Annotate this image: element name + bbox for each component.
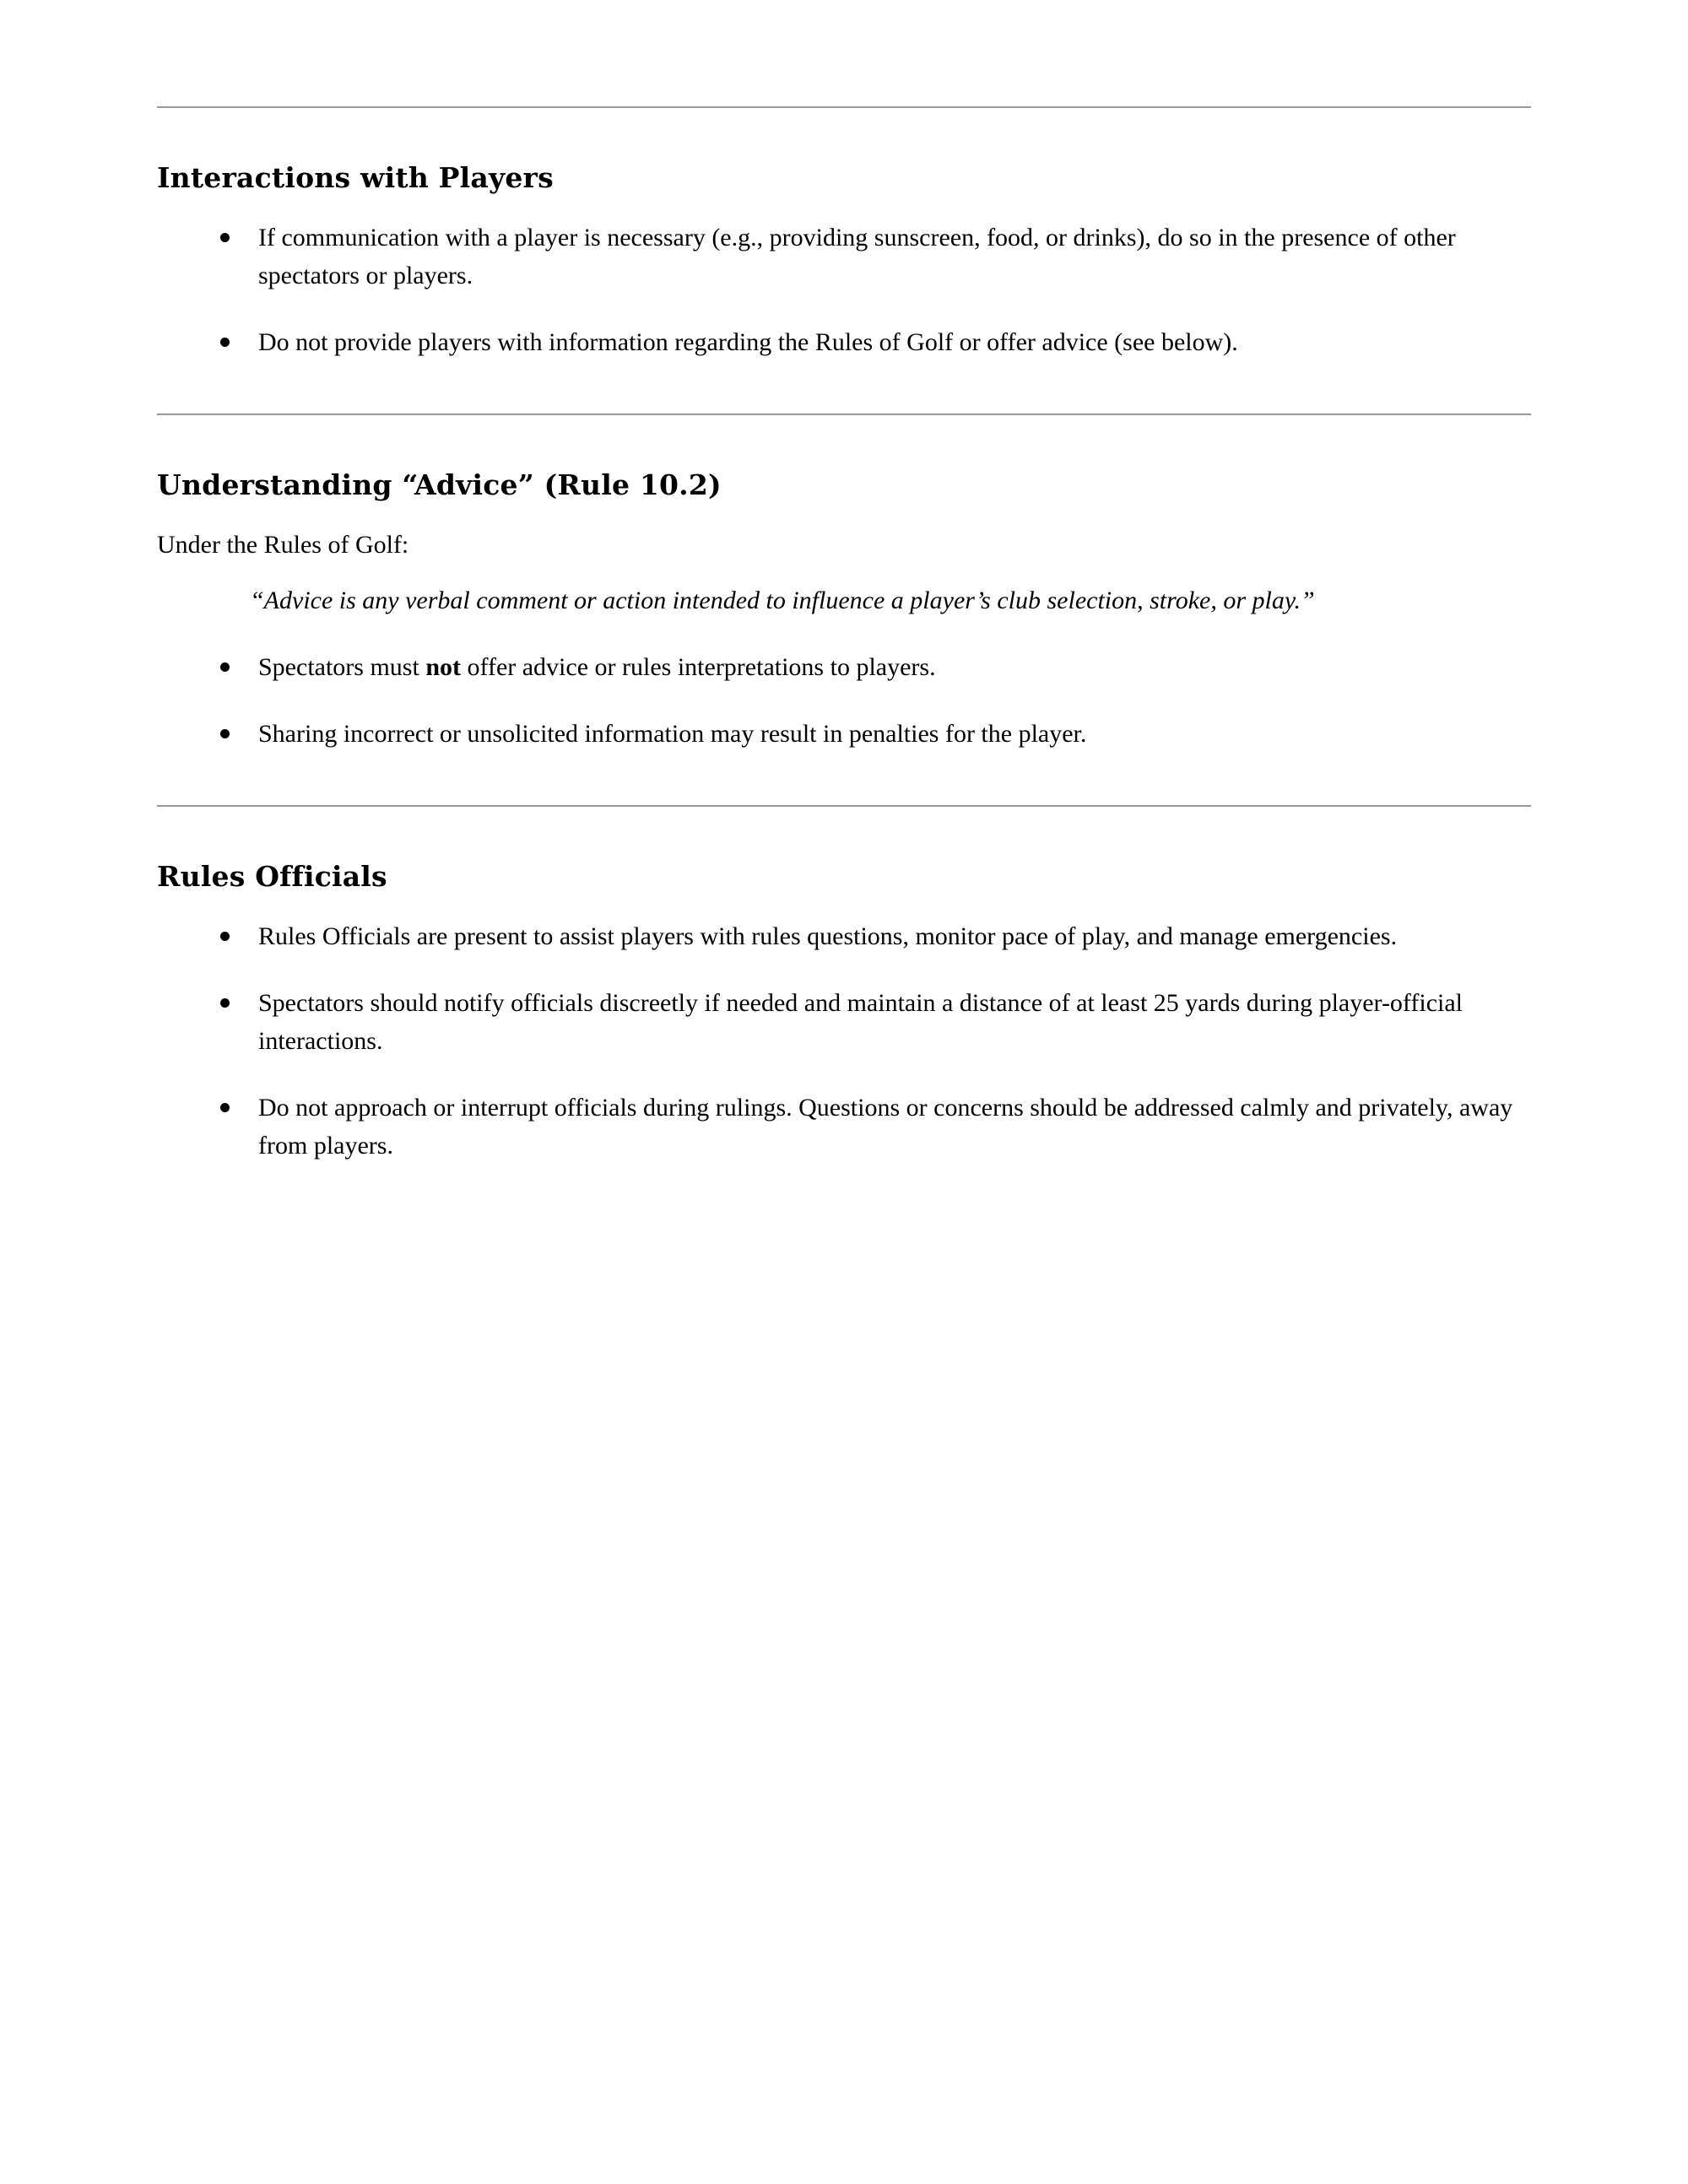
bullet-dot-icon — [220, 662, 230, 672]
section-divider-top — [157, 106, 1531, 108]
section-title-rules-officials: Rules Officials — [157, 860, 387, 893]
bullet-dot-icon — [220, 729, 230, 738]
bullet-list-interactions — [157, 219, 1531, 361]
list-item-text-prefix: Spectators must — [258, 653, 426, 681]
list-item-text-suffix: offer advice or rules interpretations to players. — [461, 653, 936, 681]
section-divider-1 — [157, 414, 1531, 415]
list-item-text: Rules Officials are present to assist players with rules questions, monitor pace of play, and manage emergencies. — [258, 922, 1398, 951]
bullet-dot-icon — [220, 932, 230, 941]
section-interactions-with-players — [157, 160, 1531, 361]
list-item — [157, 219, 1531, 295]
list-item-text: Do not approach or interrupt officials during rulings. Questions or concerns should be addressed calmly and privately, away from players. — [258, 1094, 1513, 1160]
document-content — [157, 0, 1531, 1165]
section-rules-officials — [157, 859, 1531, 1165]
bullet-list-rules-officials — [157, 917, 1531, 1165]
list-item — [157, 917, 1531, 955]
bullet-list-advice — [157, 648, 1531, 753]
list-item-text: Sharing incorrect or unsolicited information may result in penalties for the player. — [258, 720, 1087, 748]
section-title-understanding-advice: Understanding “Advice” (Rule 10.2) — [157, 468, 722, 502]
list-item-text: Do not provide players with information regarding the Rules of Golf or offer advice (see below). — [258, 328, 1238, 357]
list-item-text: Spectators should notify officials discreetly if needed and maintain a distance of at least 25 yards during player-official interactions. — [258, 989, 1463, 1056]
bullet-dot-icon — [220, 998, 230, 1008]
list-item — [157, 648, 1531, 686]
section-divider-2 — [157, 805, 1531, 807]
section-title-interactions-with-players: Interactions with Players — [157, 161, 554, 194]
bullet-dot-icon — [220, 1103, 230, 1112]
list-item — [157, 323, 1531, 361]
section-understanding-advice — [157, 468, 1531, 753]
blockquote-advice-definition: “Advice is any verbal comment or action intended to influence a player’s club selection, stroke, or play.” — [250, 587, 1315, 614]
list-item-text: If communication with a player is necessary (e.g., providing sunscreen, food, or drinks), do so in the presence of other spectators or players. — [258, 224, 1456, 290]
list-item — [157, 715, 1531, 753]
bullet-dot-icon — [220, 338, 230, 347]
paragraph-under-rules-of-golf: Under the Rules of Golf: — [157, 530, 409, 559]
bullet-dot-icon — [220, 233, 230, 242]
list-item — [157, 1089, 1531, 1165]
list-item — [157, 984, 1531, 1060]
list-item-text-emphasis: not — [425, 653, 461, 681]
